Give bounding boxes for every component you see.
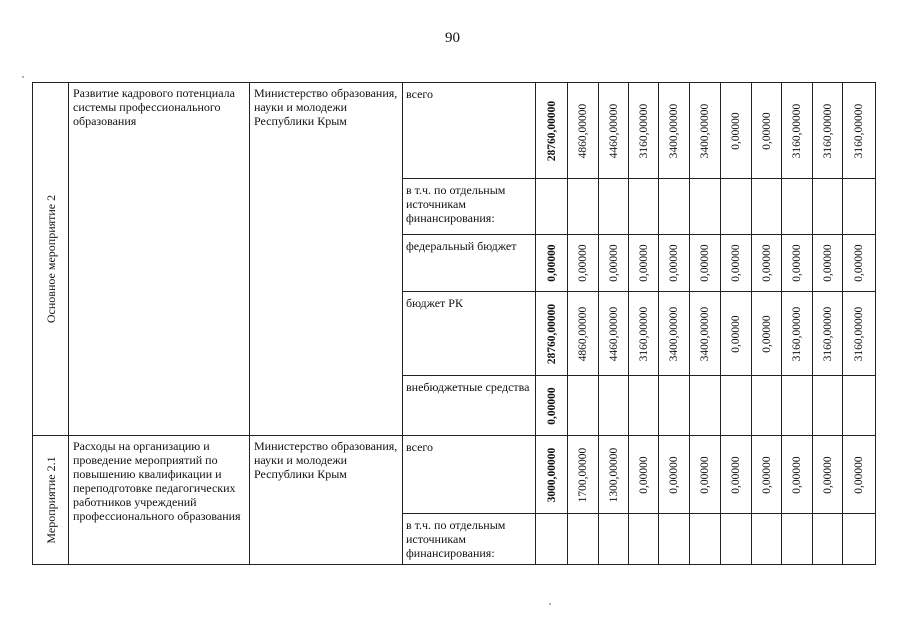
year-value-cell: [629, 83, 659, 179]
year-value-cell: [690, 436, 721, 514]
year-value: 0,00000: [607, 244, 620, 282]
year-value-cell: [843, 179, 876, 235]
year-value-cell: [690, 235, 721, 292]
total-cell: [536, 292, 568, 376]
year-value-cell: [629, 235, 659, 292]
year-value-cell: [813, 514, 843, 565]
funding-source: в т.ч. по отдельным источникам финансирования:: [403, 514, 536, 565]
year-value-cell: [629, 292, 659, 376]
total-cell: [536, 436, 568, 514]
year-value-cell: [568, 235, 599, 292]
year-value-cell: [843, 514, 876, 565]
year-value-cell: [752, 292, 782, 376]
year-value-cell: [629, 179, 659, 235]
year-value: 0,00000: [821, 455, 834, 494]
year-value: 0,00000: [668, 244, 680, 282]
year-value-cell: [690, 179, 721, 235]
total-cell: [536, 514, 568, 565]
year-value: 0,00000: [760, 455, 773, 494]
year-value-cell: [721, 179, 752, 235]
funding-source: всего: [403, 83, 536, 179]
scan-dot: [22, 76, 24, 78]
year-value: 0,00000: [730, 455, 742, 494]
year-value: 3160,00000: [791, 306, 803, 361]
year-value-cell: [782, 436, 813, 514]
year-value-cell: [568, 436, 599, 514]
year-value-cell: [782, 292, 813, 376]
year-value-cell: [599, 235, 629, 292]
total-value: 28760,00000: [545, 303, 558, 364]
year-value-cell: [568, 514, 599, 565]
year-value-cell: [813, 83, 843, 179]
year-value-cell: [752, 514, 782, 565]
year-value-cell: [782, 83, 813, 179]
year-value-cell: [629, 514, 659, 565]
year-value: 0,00000: [668, 455, 680, 494]
total-value: 0,00000: [545, 244, 558, 282]
year-value-cell: [721, 376, 752, 436]
year-value-cell: [752, 235, 782, 292]
year-value: 3160,00000: [791, 103, 803, 158]
event-title: Основное мероприятие 2: [43, 194, 58, 324]
year-value: 0,00000: [637, 455, 650, 494]
year-value-cell: [813, 179, 843, 235]
year-value: 4460,00000: [607, 103, 620, 158]
year-value-cell: [721, 83, 752, 179]
year-value: 0,00000: [730, 111, 742, 150]
event-name: Развитие кадрового потенциала системы профессионального образования: [69, 83, 250, 436]
year-value: 3160,00000: [637, 306, 650, 361]
total-cell: [536, 235, 568, 292]
year-value-cell: [599, 83, 629, 179]
event-title-cell: [33, 436, 69, 565]
year-value-cell: [721, 436, 752, 514]
year-value-cell: [568, 179, 599, 235]
year-value: 0,00000: [791, 244, 803, 282]
table-row: [33, 83, 876, 179]
year-value: 4860,00000: [577, 306, 589, 361]
year-value: 1700,00000: [577, 447, 589, 502]
year-value-cell: [568, 83, 599, 179]
year-value: 0,00000: [730, 244, 742, 282]
year-value-cell: [752, 179, 782, 235]
year-value: 3400,00000: [699, 103, 711, 158]
year-value: 0,00000: [577, 244, 589, 282]
year-value: 3400,00000: [668, 306, 680, 361]
year-value-cell: [599, 514, 629, 565]
year-value: 3160,00000: [853, 306, 865, 361]
year-value-cell: [659, 292, 690, 376]
year-value: 0,00000: [760, 111, 773, 150]
year-value-cell: [659, 436, 690, 514]
total-cell: [536, 83, 568, 179]
year-value-cell: [782, 179, 813, 235]
year-value: 4860,00000: [577, 103, 589, 158]
year-value-cell: [599, 376, 629, 436]
year-value-cell: [629, 376, 659, 436]
year-value: 3160,00000: [637, 103, 650, 158]
year-value-cell: [843, 292, 876, 376]
year-value: 0,00000: [730, 314, 742, 353]
total-value: 0,00000: [545, 386, 558, 425]
year-value-cell: [721, 292, 752, 376]
year-value-cell: [782, 376, 813, 436]
year-value-cell: [813, 436, 843, 514]
year-value: 1300,00000: [607, 447, 620, 502]
budget-table: [32, 82, 876, 565]
page-number: 90: [445, 30, 460, 46]
funding-source: всего: [403, 436, 536, 514]
funding-source: в т.ч. по отдельным источникам финансирования:: [403, 179, 536, 235]
year-value-cell: [690, 292, 721, 376]
year-value: 0,00000: [637, 244, 650, 282]
funding-source: бюджет РК: [403, 292, 536, 376]
year-value-cell: [568, 376, 599, 436]
year-value: 3160,00000: [821, 103, 834, 158]
year-value: 0,00000: [760, 244, 773, 282]
year-value-cell: [813, 235, 843, 292]
year-value: 0,00000: [699, 244, 711, 282]
year-value: 4460,00000: [607, 306, 620, 361]
year-value-cell: [599, 436, 629, 514]
year-value-cell: [659, 83, 690, 179]
year-value: 3400,00000: [699, 306, 711, 361]
table-row: [33, 436, 876, 514]
year-value-cell: [782, 514, 813, 565]
year-value-cell: [690, 83, 721, 179]
total-value: 3000,00000: [545, 447, 558, 502]
year-value: 0,00000: [791, 455, 803, 494]
year-value-cell: [752, 83, 782, 179]
year-value-cell: [599, 292, 629, 376]
event-name: Расходы на организацию и проведение мероприятий по повышению квалификации и переподготовке педагогических работников учреждений профессионального образования: [69, 436, 250, 565]
scan-dot: [549, 603, 551, 605]
event-title: Мероприятие 2.1: [43, 456, 58, 544]
year-value-cell: [659, 376, 690, 436]
year-value: 3160,00000: [821, 306, 834, 361]
funding-source: федеральный бюджет: [403, 235, 536, 292]
year-value-cell: [659, 235, 690, 292]
year-value: 0,00000: [760, 314, 773, 353]
year-value: 0,00000: [699, 455, 711, 494]
year-value: 0,00000: [853, 455, 865, 494]
event-title-cell: [33, 83, 69, 436]
executor: Министерство образования, науки и молодежи Республики Крым: [250, 436, 403, 565]
year-value-cell: [813, 292, 843, 376]
total-cell: [536, 179, 568, 235]
year-value-cell: [843, 376, 876, 436]
year-value: 3400,00000: [668, 103, 680, 158]
year-value-cell: [782, 235, 813, 292]
year-value-cell: [843, 436, 876, 514]
year-value-cell: [752, 376, 782, 436]
year-value-cell: [690, 514, 721, 565]
year-value-cell: [721, 514, 752, 565]
year-value: 3160,00000: [853, 103, 865, 158]
year-value-cell: [629, 436, 659, 514]
year-value-cell: [752, 436, 782, 514]
year-value-cell: [599, 179, 629, 235]
year-value: 0,00000: [853, 244, 865, 282]
year-value: 0,00000: [821, 244, 834, 282]
year-value-cell: [690, 376, 721, 436]
total-cell: [536, 376, 568, 436]
funding-source: внебюджетные средства: [403, 376, 536, 436]
year-value-cell: [813, 376, 843, 436]
year-value-cell: [568, 292, 599, 376]
year-value-cell: [659, 514, 690, 565]
year-value-cell: [721, 235, 752, 292]
total-value: 28760,00000: [545, 100, 558, 161]
year-value-cell: [843, 83, 876, 179]
year-value-cell: [843, 235, 876, 292]
year-value-cell: [659, 179, 690, 235]
executor: Министерство образования, науки и молодежи Республики Крым: [250, 83, 403, 436]
